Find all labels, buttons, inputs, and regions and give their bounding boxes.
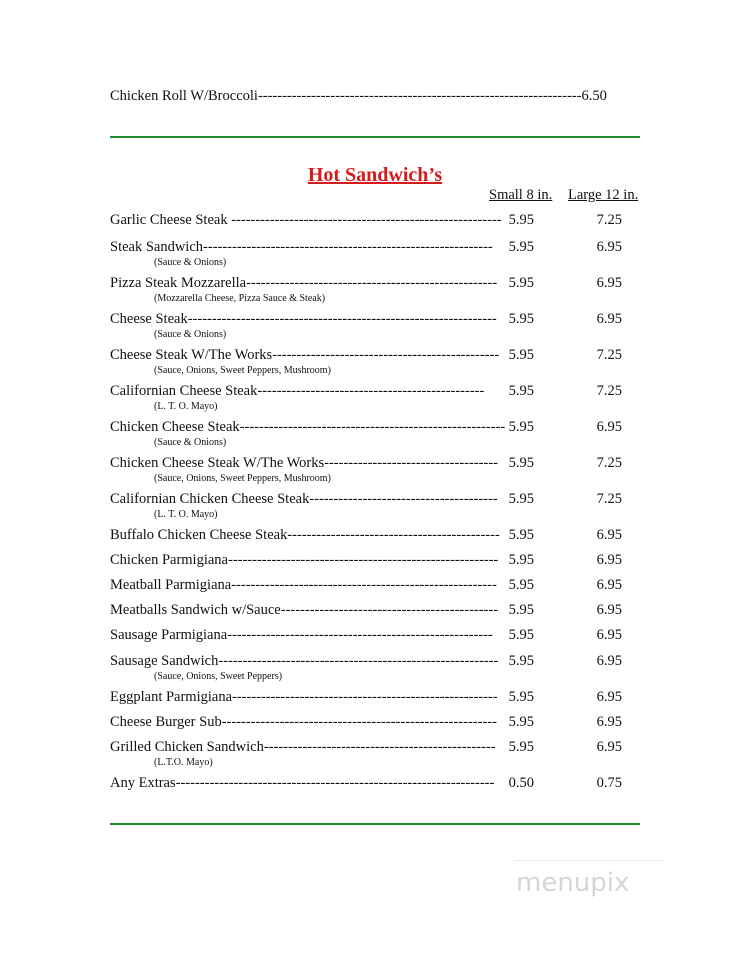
item-dots: -------------------------------------------------------- [231,212,502,228]
item-dots: ------------------------------------------------------- [227,627,493,643]
item-dots: --------------------------------------------- [280,602,499,618]
item-large-price: 6.95 [596,527,622,543]
item-large-price: 7.25 [596,491,622,507]
item-dots: --------------------------------------------------------- [221,714,497,730]
top-item-price: 6.50 [581,88,607,104]
item-name: Eggplant Parmigiana [110,689,233,705]
item-name: Chicken Parmigiana [110,552,228,568]
item-dots: ----------------------------------------------- [272,347,500,363]
menu-item [110,739,650,770]
item-small-price: 5.95 [508,527,534,543]
item-small-price: 5.95 [508,311,534,327]
item-description: (Sauce & Onions) [154,329,227,340]
item-name: Cheese Steak [110,311,188,327]
top-item-dots: ------------------------------------------------------------------- [257,88,582,104]
item-small-price: 5.95 [508,714,534,730]
item-large-price: 7.25 [596,212,622,228]
item-name: Chicken Cheese Steak [110,419,240,435]
item-name: Buffalo Chicken Cheese Steak [110,527,288,543]
section-title: Hot Sandwich’s [307,164,443,186]
item-name: Grilled Chicken Sandwich [110,739,264,755]
item-dots: --------------------------------------- [309,491,498,507]
item-small-price: 5.95 [508,653,534,669]
top-item-name: Chicken Roll W/Broccoli [110,88,258,104]
item-small-price: 5.95 [508,239,534,255]
item-dots: ------------------------------------------------------------------ [175,775,495,791]
item-name: Californian Chicken Cheese Steak [110,491,310,507]
item-large-price: 6.95 [596,602,622,618]
item-small-price: 5.95 [508,383,534,399]
item-large-price: 0.75 [596,775,622,791]
item-name: Sausage Sandwich [110,653,219,669]
item-dots: -------------------------------------------------------- [227,552,499,568]
item-name: Meatballs Sandwich w/Sauce [110,602,281,618]
item-small-price: 5.95 [508,739,534,755]
item-large-price: 6.95 [596,689,622,705]
item-description: (L. T. O. Mayo) [154,401,218,412]
item-dots: -------------------------------------------- [287,527,500,543]
item-large-price: 7.25 [596,383,622,399]
item-name: Chicken Cheese Steak W/The Works [110,455,325,471]
item-small-price: 5.95 [508,552,534,568]
item-large-price: 6.95 [596,239,622,255]
item-dots: ----------------------------------------------- [257,383,485,399]
small-size-header: Small 8 in. [489,187,553,203]
item-description: (Sauce, Onions, Sweet Peppers, Mushroom) [154,365,331,376]
item-large-price: 6.95 [596,627,622,643]
item-large-price: 6.95 [596,577,622,593]
item-name: Cheese Steak W/The Works [110,347,273,363]
item-name: Garlic Cheese Steak [110,212,232,228]
item-name: Californian Cheese Steak [110,383,258,399]
item-small-price: 5.95 [508,491,534,507]
item-dots: ------------------------------------------------------------ [203,239,493,255]
item-dots: ---------------------------------------------------------------- [187,311,497,327]
menu-item [110,419,650,450]
menu-item [110,577,650,594]
item-small-price: 5.95 [508,455,534,471]
item-small-price: 5.95 [508,602,534,618]
item-name: Meatball Parmigiana [110,577,232,593]
item-name: Pizza Steak Mozzarella [110,275,247,291]
item-small-price: 5.95 [508,689,534,705]
menu-item [110,602,650,619]
item-dots: ---------------------------------------------------- [246,275,498,291]
item-dots: ------------------------------------ [324,455,498,471]
item-large-price: 6.95 [596,275,622,291]
item-large-price: 6.95 [596,739,622,755]
item-description: (Mozzarella Cheese, Pizza Sauce & Steak) [154,293,326,304]
item-small-price: 5.95 [508,627,534,643]
item-description: (Sauce & Onions) [154,437,227,448]
item-small-price: 5.95 [508,347,534,363]
item-large-price: 7.25 [596,455,622,471]
item-dots: ------------------------------------------------------- [232,689,498,705]
item-name: Steak Sandwich [110,239,204,255]
menu-item [110,275,650,306]
menu-item [110,775,650,792]
item-description: (L. T. O. Mayo) [154,509,218,520]
item-name: Sausage Parmigiana [110,627,228,643]
item-description: (Sauce, Onions, Sweet Peppers, Mushroom) [154,473,331,484]
item-small-price: 0.50 [508,775,534,791]
item-dots: ---------------------------------------------------------- [218,653,499,669]
item-name: Any Extras [110,775,176,791]
item-large-price: 7.25 [596,347,622,363]
menu-item [110,383,650,414]
divider-bottom [110,823,640,825]
menu-item [110,455,650,486]
item-large-price: 6.95 [596,311,622,327]
menu-item [110,311,650,342]
menu-item [110,212,650,229]
item-large-price: 6.95 [596,714,622,730]
item-large-price: 6.95 [596,552,622,568]
menu-item [110,491,650,522]
item-dots: ------------------------------------------------ [263,739,496,755]
item-small-price: 5.95 [508,577,534,593]
item-description: (L.T.O. Mayo) [154,757,213,768]
large-size-header: Large 12 in. [568,187,639,203]
menu-item [110,627,650,644]
item-large-price: 6.95 [596,419,622,435]
item-name: Cheese Burger Sub [110,714,222,730]
item-small-price: 5.95 [508,212,534,228]
top-menu-item [110,88,630,105]
menu-item [110,527,650,544]
item-dots: ------------------------------------------------------- [239,419,506,435]
item-small-price: 5.95 [508,419,534,435]
item-small-price: 5.95 [508,275,534,291]
menu-item [110,552,650,569]
item-description: (Sauce, Onions, Sweet Peppers) [154,671,283,682]
menu-item [110,347,650,378]
menu-item [110,653,650,684]
menupix-watermark: menupix [516,868,630,898]
menu-item [110,239,650,270]
menu-item [110,714,650,731]
item-dots: ------------------------------------------------------- [231,577,497,593]
menu-item [110,689,650,706]
item-large-price: 6.95 [596,653,622,669]
item-description: (Sauce & Onions) [154,257,227,268]
divider-top [110,136,640,138]
watermark-rule [514,860,664,861]
